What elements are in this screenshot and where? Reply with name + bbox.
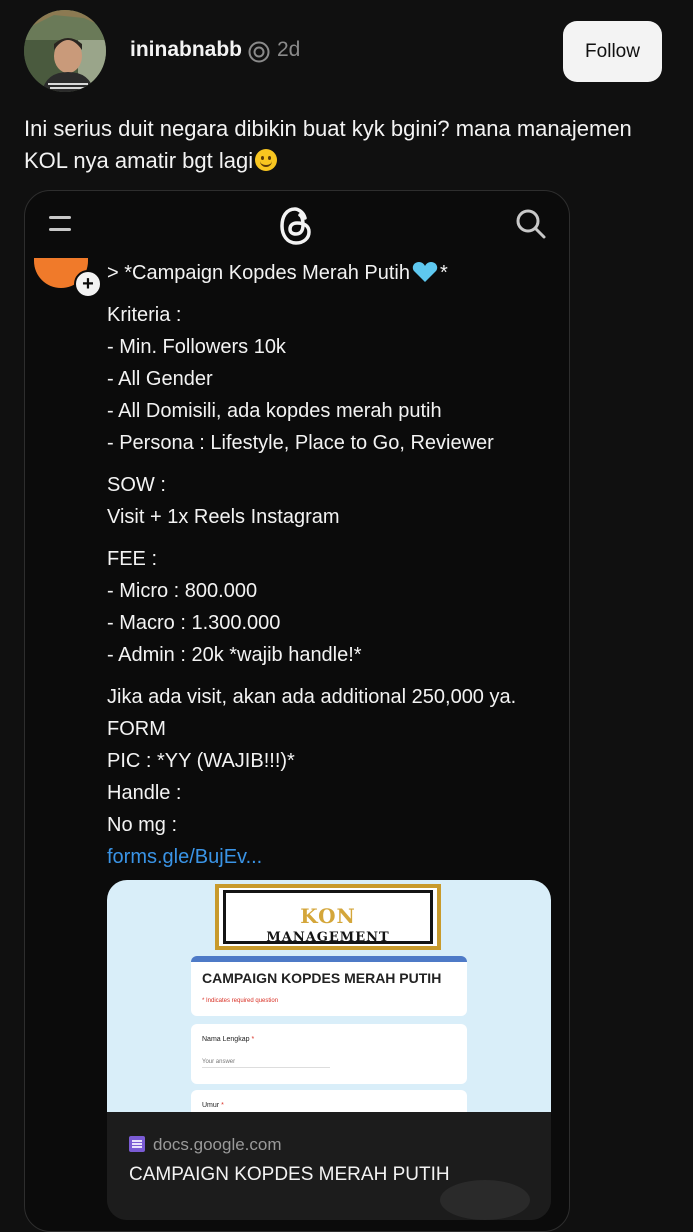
overlay-button-edge [440,1180,530,1220]
visit-note: Jika ada visit, akan ada additional 250,000 ya. [107,686,517,708]
embedded-post-text [107,257,557,873]
required-note: * Indicates required question [202,998,279,1004]
logo-management-text: MANAGEMENT [266,930,390,945]
preview-domain: docs.google.com [153,1135,282,1154]
handle-line: Handle : [107,782,182,804]
post-text [24,113,664,177]
question-label: Umur [202,1102,220,1109]
phone-line: No mg : [107,814,178,836]
follow-button[interactable]: Follow [563,21,662,82]
smile-emoji-icon [255,149,277,171]
form-title: CAMPAIGN KOPDES MERAH PUTIH [202,970,442,986]
post-timestamp: 2d [277,38,301,61]
logo-kon-text: KON [300,904,356,928]
avatar[interactable] [24,10,106,92]
form-heading: FORM [107,718,166,740]
criteria-item: - Persona : Lifestyle, Place to Go, Reviewer [107,432,494,454]
username[interactable]: ininabnabb [130,38,242,61]
docs-icon [129,1136,145,1152]
fee-item: - Admin : 20k *wajib handle!* [107,644,362,666]
form-preview-image [107,880,551,1112]
embedded-screenshot[interactable] [24,190,570,1232]
fee-item: - Macro : 1.300.000 [107,612,281,634]
form-link[interactable]: forms.gle/BujEv... [107,846,263,868]
fee-item: - Micro : 800.000 [107,580,258,602]
fee-heading: FEE : [107,548,158,570]
search-icon [515,208,547,240]
form-title-box [191,956,467,1016]
criteria-item: - All Domisili, ada kopdes merah putih [107,400,442,422]
heart-icon [412,261,438,283]
plus-icon: + [74,270,102,298]
required-mark: * [221,1102,224,1109]
post-body: Ini serius duit negara dibikin buat kyk bgini? mana manajemen KOL nya amatir bgt lagi [24,116,638,173]
threads-icon [278,206,314,246]
criteria-item: - Min. Followers 10k [107,336,286,358]
sow-heading: SOW : [107,474,166,496]
question-label: Nama Lengkap [202,1036,250,1043]
pic-line: PIC : *YY (WAJIB!!!)* [107,750,295,772]
criteria-heading: Kriteria : [107,304,182,326]
required-mark: * [251,1036,255,1043]
menu-icon [49,216,71,234]
kon-management-logo [215,884,441,950]
campaign-headline: > *Campaign Kopdes Merah Putih [107,262,410,284]
answer-placeholder: Your answer [202,1059,330,1068]
verified-icon [247,40,271,64]
avatar-photo [24,10,106,92]
preview-title: CAMPAIGN KOPDES MERAH PUTIH [129,1164,450,1185]
question-name [191,1024,467,1084]
link-preview-card[interactable] [107,880,551,1220]
campaign-headline-end: * [439,262,448,284]
sow-item: Visit + 1x Reels Instagram [107,506,340,528]
criteria-item: - All Gender [107,368,213,390]
